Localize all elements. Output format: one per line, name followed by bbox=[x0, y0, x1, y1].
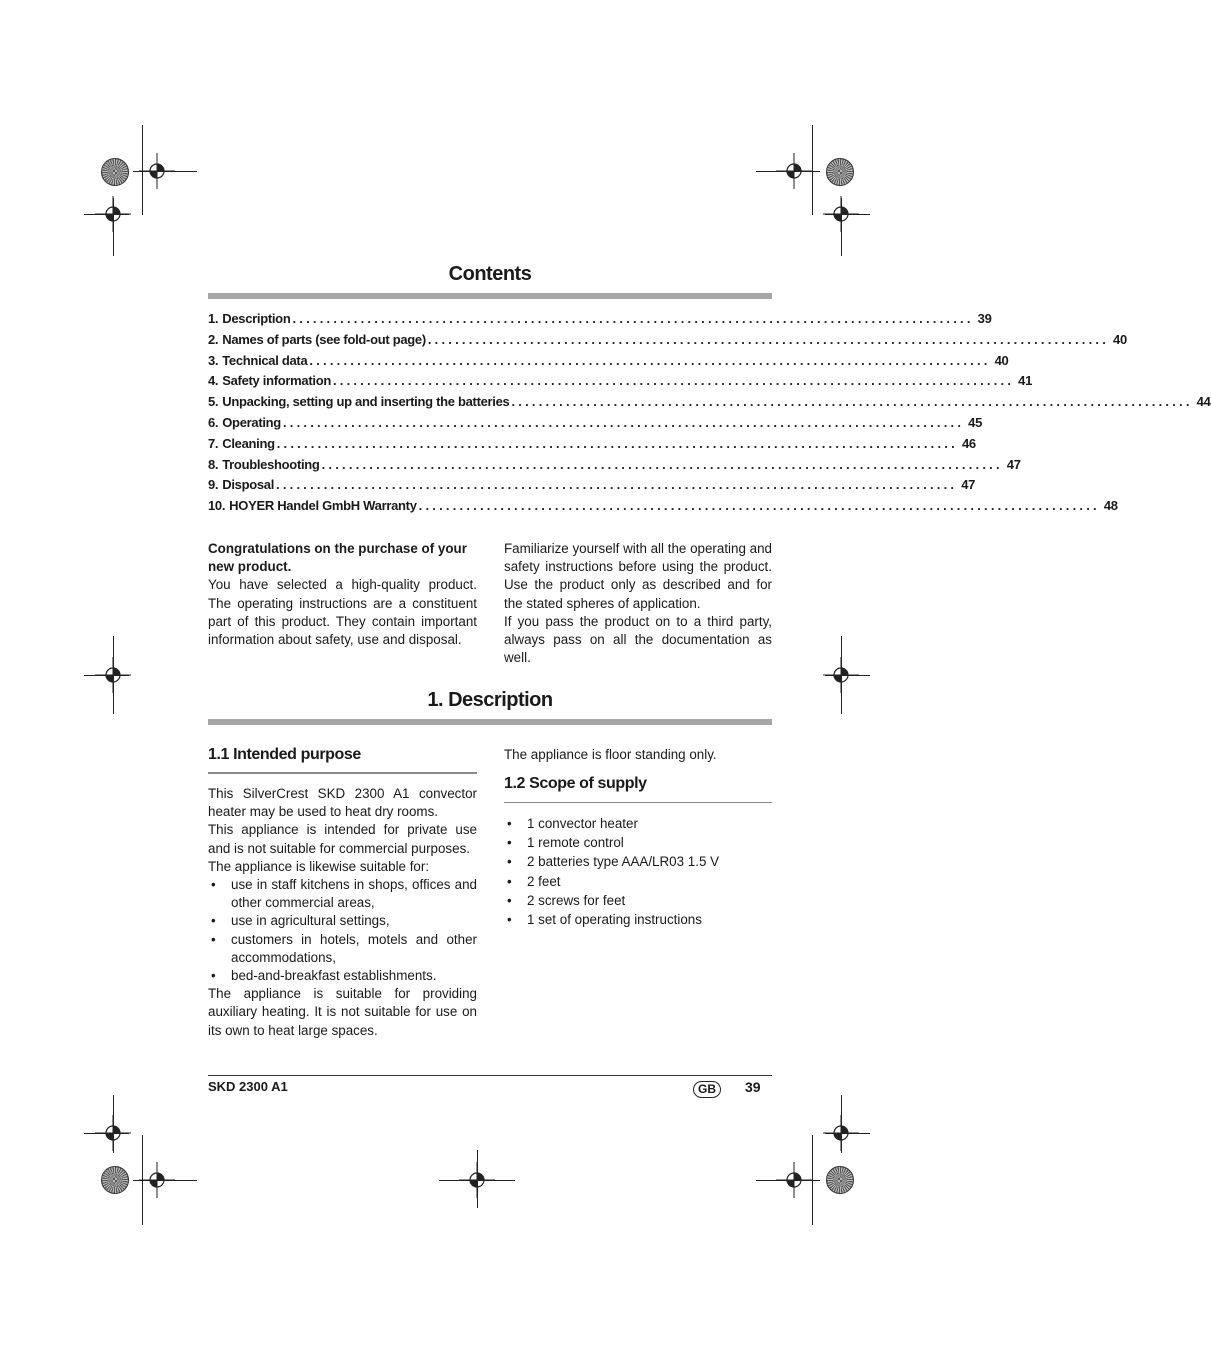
list-item: • bed-and-breakfast establishments. bbox=[208, 967, 477, 985]
toc-title: Cleaning bbox=[222, 435, 275, 451]
list-item: • use in agricultural settings, bbox=[208, 912, 477, 930]
toc-number: 1. bbox=[208, 311, 219, 326]
list-item: • 1 remote control bbox=[504, 833, 772, 852]
intended-p3: The appliance is likewise suitable for: bbox=[208, 858, 430, 874]
toc-leader: .................................................................................................... bbox=[511, 394, 1193, 410]
toc-entry[interactable] bbox=[208, 456, 1021, 478]
intro-right-text-1: Familiarize yourself with all the operating and safety instructions before using the product. Use the product only as described and for the stated spheres of application. bbox=[504, 541, 772, 611]
toc-page: 46 bbox=[961, 435, 976, 451]
toc-title: HOYER Handel GmbH Warranty bbox=[229, 498, 417, 514]
intended-p4: The appliance is suitable for providing auxiliary heating. It is not suitable for use on its own to heat large spaces. bbox=[208, 986, 477, 1038]
crosshair-icon bbox=[823, 196, 859, 232]
crosshair-icon bbox=[139, 153, 175, 189]
toc-entry[interactable] bbox=[208, 394, 1211, 415]
toc-number: 5. bbox=[208, 394, 219, 410]
footer-rule bbox=[208, 1075, 772, 1076]
toc-title: Safety information bbox=[222, 373, 331, 389]
toc-entry[interactable] bbox=[208, 311, 992, 332]
crosshair-icon bbox=[823, 1115, 859, 1151]
toc-entry[interactable] bbox=[208, 331, 1127, 353]
intro-right bbox=[504, 540, 772, 667]
toc-number: 8. bbox=[208, 456, 219, 472]
registration-disc-top-right bbox=[826, 158, 854, 186]
toc-page: 45 bbox=[968, 414, 983, 430]
toc-page: 47 bbox=[1006, 456, 1021, 472]
toc-title: Disposal bbox=[222, 477, 275, 493]
toc-page: 47 bbox=[961, 477, 976, 493]
crosshair-icon bbox=[776, 1162, 812, 1198]
registration-disc-bottom-right bbox=[826, 1166, 854, 1194]
contents-heading-bar bbox=[208, 293, 772, 299]
toc-entry[interactable] bbox=[208, 498, 1118, 519]
scope-list bbox=[504, 814, 772, 929]
congrats-title: Congratulations on the purchase of your new product. bbox=[208, 541, 467, 575]
intended-p2: This appliance is intended for private use and is not suitable for commercial purposes. bbox=[208, 822, 477, 856]
toc-number: 10. bbox=[208, 498, 226, 514]
floor-note: The appliance is floor standing only. bbox=[504, 747, 717, 762]
intended-purpose-rule bbox=[208, 772, 477, 774]
description-heading: 1. Description bbox=[427, 689, 553, 711]
list-item: • 2 screws for feet bbox=[504, 891, 772, 910]
intro-left bbox=[208, 540, 477, 649]
toc-entry[interactable] bbox=[208, 414, 983, 436]
table-of-contents bbox=[208, 311, 1211, 519]
toc-number: 3. bbox=[208, 352, 219, 368]
toc-number: 7. bbox=[208, 435, 219, 451]
toc-entry[interactable] bbox=[208, 352, 1009, 374]
list-item: • 1 convector heater bbox=[504, 814, 772, 833]
toc-leader: .................................................................................................... bbox=[332, 373, 1015, 389]
scope-body bbox=[504, 814, 772, 929]
crosshair-icon bbox=[823, 657, 859, 693]
list-item: • use in staff kitchens in shops, offices and other commercial areas, bbox=[208, 876, 477, 912]
toc-leader: .................................................................................................... bbox=[427, 331, 1110, 347]
toc-number: 6. bbox=[208, 414, 219, 430]
crosshair-icon bbox=[459, 1162, 495, 1198]
registration-disc-top-left bbox=[101, 158, 129, 186]
toc-page: 40 bbox=[1113, 331, 1127, 347]
intended-purpose-heading: 1.1 Intended purpose bbox=[208, 746, 361, 763]
toc-page: 40 bbox=[994, 352, 1009, 368]
toc-entry[interactable] bbox=[208, 477, 976, 498]
toc-leader: .................................................................................................... bbox=[292, 311, 974, 326]
toc-title: Troubleshooting bbox=[222, 456, 320, 472]
toc-title: Description bbox=[222, 311, 291, 326]
footer-model: SKD 2300 A1 bbox=[208, 1079, 288, 1094]
description-heading-bar bbox=[208, 719, 772, 725]
intro-right-text-2: If you pass the product on to a third party, always pass on all the documentation as well. bbox=[504, 613, 772, 666]
registration-disc-bottom-left bbox=[101, 1166, 129, 1194]
toc-page: 48 bbox=[1103, 498, 1118, 514]
toc-leader: .................................................................................................... bbox=[282, 414, 965, 430]
intro-left-text: You have selected a high-quality product. The operating instructions are a constituent part of this product. They contain important information about safety, use and disposal. bbox=[208, 577, 477, 648]
toc-entry[interactable] bbox=[208, 435, 976, 457]
toc-page: 44 bbox=[1196, 394, 1211, 410]
toc-leader: .................................................................................................... bbox=[276, 477, 958, 493]
toc-page: 41 bbox=[1018, 373, 1033, 389]
crosshair-icon bbox=[95, 657, 131, 693]
crosshair-icon bbox=[95, 196, 131, 232]
page-number: 39 bbox=[745, 1079, 761, 1095]
crosshair-icon bbox=[139, 1162, 175, 1198]
intended-purpose-body bbox=[208, 785, 477, 1040]
toc-leader: .................................................................................................... bbox=[321, 456, 1003, 472]
toc-entry[interactable] bbox=[208, 373, 1033, 394]
toc-title: Unpacking, setting up and inserting the batteries bbox=[222, 394, 510, 410]
toc-leader: .................................................................................................... bbox=[418, 498, 1100, 514]
toc-title: Technical data bbox=[222, 352, 308, 368]
list-item: • 2 batteries type AAA/LR03 1.5 V bbox=[504, 852, 772, 871]
crosshair-icon bbox=[95, 1115, 131, 1151]
language-badge: GB bbox=[693, 1081, 721, 1098]
toc-number: 9. bbox=[208, 477, 219, 493]
crosshair-icon bbox=[776, 153, 812, 189]
toc-page: 39 bbox=[977, 311, 992, 326]
intended-bullet-list bbox=[208, 876, 477, 985]
list-item: • 2 feet bbox=[504, 872, 772, 891]
contents-heading: Contents bbox=[448, 263, 532, 285]
list-item: • customers in hotels, motels and other accommodations, bbox=[208, 931, 477, 967]
toc-leader: .................................................................................................... bbox=[309, 352, 991, 368]
toc-title: Operating bbox=[222, 414, 281, 430]
toc-number: 4. bbox=[208, 373, 219, 389]
toc-title: Names of parts (see fold-out page) bbox=[222, 331, 426, 347]
toc-number: 2. bbox=[208, 331, 219, 347]
toc-leader: .................................................................................................... bbox=[276, 435, 958, 451]
scope-rule bbox=[504, 802, 772, 803]
crop-mark bbox=[812, 125, 813, 215]
list-item: • 1 set of operating instructions bbox=[504, 910, 772, 929]
scope-heading: 1.2 Scope of supply bbox=[504, 775, 647, 792]
intended-p1: This SilverCrest SKD 2300 A1 convector heater may be used to heat dry rooms. bbox=[208, 786, 477, 820]
